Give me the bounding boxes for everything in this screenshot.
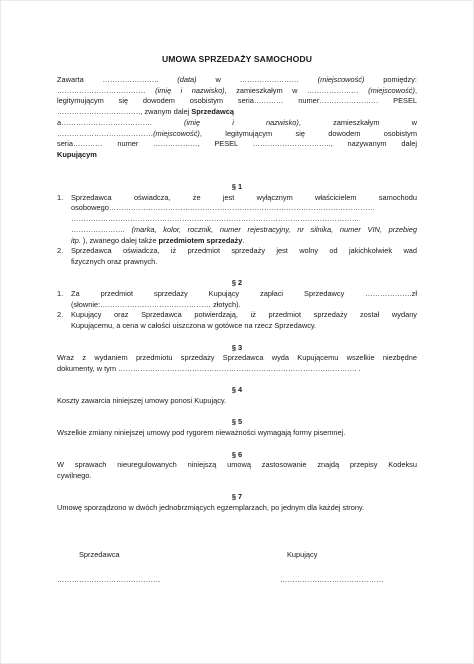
intro-line-5: a………………………………. (imię i nazwisko), zamieszkałym w: [57, 117, 418, 127]
section-1-item-2: 2. Sprzedawca oświadcza, iż przedmiot sprzedaży jest wolny od jakichkolwiek wad fizycznych oraz prawnych.: [57, 246, 417, 266]
section-2-item-1: 1. Za przedmiot sprzedaży Kupujący zapłaci Sprzedawcy ……………….zł (słownie:……………………………………… złotych).: [57, 289, 417, 309]
intro-line-3: legitymującym się dowodem osobistym seria………… numer…………………… PESEL: [57, 96, 417, 106]
intro-line-6: …………………………………(miejscowość), legitymującym się dowodem osobistym: [57, 128, 417, 138]
buyer-signature-line: ……………………………………: [280, 575, 384, 584]
intro-line-1: Zawarta ………………….. (data) w …………………… (miejscowość) pomiędzy:: [57, 75, 417, 84]
document-title: UMOWA SPRZEDAŻY SAMOCHODU: [161, 54, 313, 64]
section-6-heading: § 6: [231, 449, 243, 459]
document-body: Zawarta ………………….. (data) w …………………… (miejscowość) pomiędzy: ……………………………… (imię i nazwisko), zamieszkałym w ………………… (miejscowość), legitymującym się dowodem osobistym seria………… numer…………………… PESEL ……………………………., zwanym dalej Sprzedawcą a………………………………. (imię i nazwisko), zamieszkałym w …………………………………(miejscowość), legitymującym się dowodem osobistym seria………… numer ………………, PESEL ………………………….., nazywanym dalej Kupującym § 1 1. Sprzedawca oświadcza, że jest wyłącznym właścicielem samochodu osobowego……………………………………………………………………………………………… ……………………………………………………………………………………………………… …………………. (marka, kolor, rocznik, numer rejestracyjny, nr silnika, numer VIN, przebieg itp. ), zwanego dalej także przedmiotem sprzedaży. 2. Sprzedawca oświadcza, iż przedmiot sprzedaży jest wolny od jakichkolwiek wad fizycznych oraz prawnych. § 2 1. Za przedmiot sprzedaży Kupujący zapłaci Sprzedawcy ……………….zł (słownie:……………………………………… złotych). 2. Kupujący oraz Sprzedawca potwierdzają, iż przedmiot sprzedaży został wydany Kupującemu, a cena w całości uiszczona w gotówce na rzecz Sprzedawcy. § 3 Wraz z wydaniem przedmiotu sprzedaży Sprzedawca wyda Kupującemu wszelkie niezbędne dokumenty, w tym ……………………………………………………………………………………. . § 4 Koszty zawarcia niniejszej umowy ponosi Kupujący. § 5 Wszelkie zmiany niniejszej umowy pod rygorem nieważności wymagają formy pisemnej. § 6 W sprawach nieuregulowanych niniejszą umową zastosowanie znajdą przepisy Kodeksu cywilnego. § 7 Umowę sporządzono w dwóch jednobrzmiących egzemplarzach, po jednym dla każdej strony.: [57, 75, 418, 512]
section-3-text: Wraz z wydaniem przedmiotu sprzedaży Sprzedawca wyda Kupującemu wszelkie niezbędne: [57, 353, 417, 363]
section-1-item-1: 1. Sprzedawca oświadcza, że jest wyłącznym właścicielem samochodu osobowego……………………………………………………………………………………………… ……………………………………………………………………………………………………… …………………. (marka, kolor, rocznik, numer rejestracyjny, nr silnika, numer VIN, przebieg itp. ), zwanego dalej także przedmiotem sprzedaży.: [57, 192, 417, 245]
section-2-heading: § 2: [231, 278, 243, 288]
intro-line-7: seria………… numer ………………, PESEL ………………………….., nazywanym dalej: [57, 139, 417, 149]
seller-signature-label: Sprzedawca: [79, 550, 120, 559]
buyer-term: Kupującym: [57, 149, 97, 159]
section-4-heading: § 4: [231, 385, 243, 395]
intro-line-2: ……………………………… (imię i nazwisko), zamieszkałym w ………………… (miejscowość),: [57, 85, 417, 95]
section-4-text: Koszty zawarcia niniejszej umowy ponosi Kupujący.: [57, 396, 227, 406]
signatures: [57, 550, 417, 590]
seller-term: Sprzedawcą: [191, 107, 235, 117]
section-6-text: W sprawach nieuregulowanych niniejszą umową zastosowanie znajdą przepisy Kodeksu: [57, 460, 417, 470]
section-1-heading: § 1: [231, 182, 243, 191]
section-7-heading: § 7: [231, 492, 243, 502]
section-5-text: Wszelkie zmiany niniejszej umowy pod rygorem nieważności wymagają formy pisemnej.: [57, 428, 346, 438]
section-3-heading: § 3: [231, 342, 243, 352]
section-5-heading: § 5: [231, 417, 243, 427]
subject-of-sale-term: przedmiotem sprzedaży: [158, 235, 243, 245]
section-7-text: Umowę sporządzono w dwóch jednobrzmiących egzemplarzach, po jednym dla każdej strony.: [57, 503, 365, 512]
section-2-item-2: 2. Kupujący oraz Sprzedawca potwierdzają, iż przedmiot sprzedaży został wydany Kupującemu, a cena w całości uiszczona w gotówce na rzecz Sprzedawcy.: [57, 310, 417, 331]
intro-line-4: ……………………………., zwanym dalej Sprzedawcą: [57, 107, 235, 117]
seller-signature-line: ……………………………………: [57, 575, 161, 584]
buyer-signature-label: Kupujący: [287, 550, 318, 559]
